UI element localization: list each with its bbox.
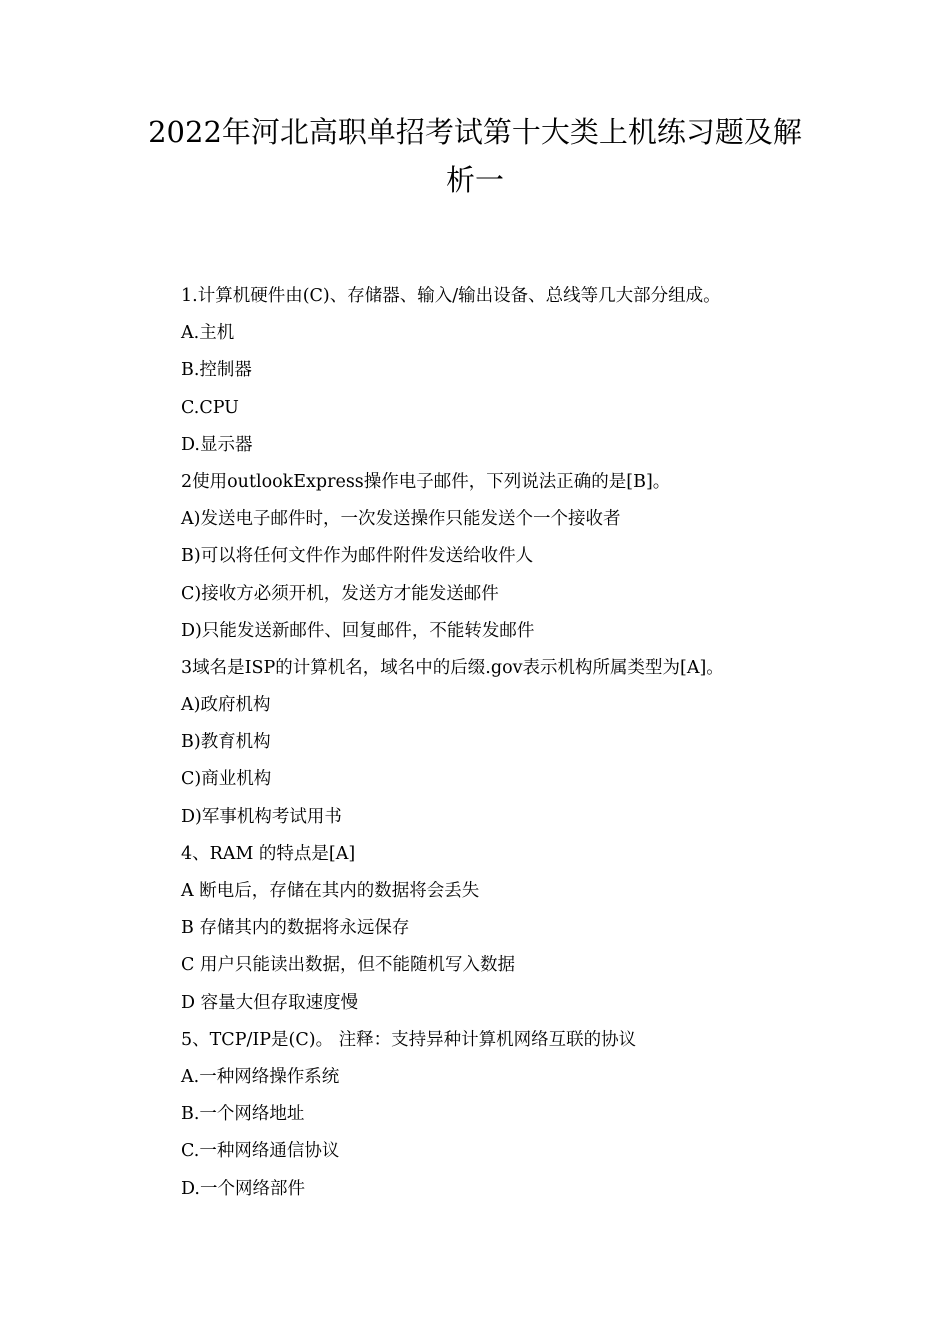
- question-5-option-a: A.一种网络操作系统: [181, 1066, 340, 1087]
- question-2-option-b: B)可以将任何文件作为邮件附件发送给收件人: [181, 546, 534, 567]
- question-1-option-c: C.CPU: [181, 397, 239, 418]
- question-5-option-d: D.一个网络部件: [181, 1178, 305, 1199]
- question-2-stem: 2使用outlookExpress操作电子邮件，下列说法正确的是[B]。: [181, 471, 671, 492]
- question-4-option-c: C 用户只能读出数据，但不能随机写入数据: [181, 955, 515, 976]
- question-4-option-b: B 存储其内的数据将永远保存: [181, 918, 410, 939]
- title-line-2: 析一: [445, 163, 504, 197]
- question-3-option-d: D)军事机构考试用书: [181, 806, 342, 827]
- title-line-1: 2022年河北高职单招考试第十大类上机练习题及解: [148, 115, 802, 149]
- question-5-option-b: B.一个网络地址: [181, 1104, 305, 1125]
- document-body: [181, 281, 881, 1211]
- question-2-option-a: A)发送电子邮件时，一次发送操作只能发送个一个接收者: [181, 509, 621, 530]
- question-4-stem: 4、RAM 的特点是[A]: [181, 843, 356, 864]
- question-3-option-a: A)政府机构: [181, 695, 271, 716]
- question-3-stem: 3域名是ISP的计算机名，域名中的后缀.gov表示机构所属类型为[A]。: [181, 657, 724, 678]
- question-2-option-d: D)只能发送新邮件、回复邮件，不能转发邮件: [181, 620, 535, 641]
- question-2-option-c: C)接收方必须开机，发送方才能发送邮件: [181, 583, 499, 604]
- question-3-option-b: B)教育机构: [181, 732, 271, 753]
- question-1-option-a: A.主机: [181, 323, 235, 344]
- question-1-stem: 1.计算机硬件由(C)、存储器、输入/输出设备、总线等几大部分组成。: [181, 286, 721, 306]
- question-4-option-d: D 容量大但存取速度慢: [181, 992, 359, 1013]
- question-1-option-b: B.控制器: [181, 360, 252, 381]
- question-5-option-c: C.一种网络通信协议: [181, 1141, 340, 1162]
- document-title: [100, 108, 850, 204]
- question-5-stem: 5、TCP/IP是(C)。 注释：支持异种计算机网络互联的协议: [181, 1029, 637, 1050]
- question-4-option-a: A 断电后，存储在其内的数据将会丢失: [181, 881, 480, 901]
- question-1-option-d: D.显示器: [181, 434, 253, 455]
- question-3-option-c: C)商业机构: [181, 769, 272, 790]
